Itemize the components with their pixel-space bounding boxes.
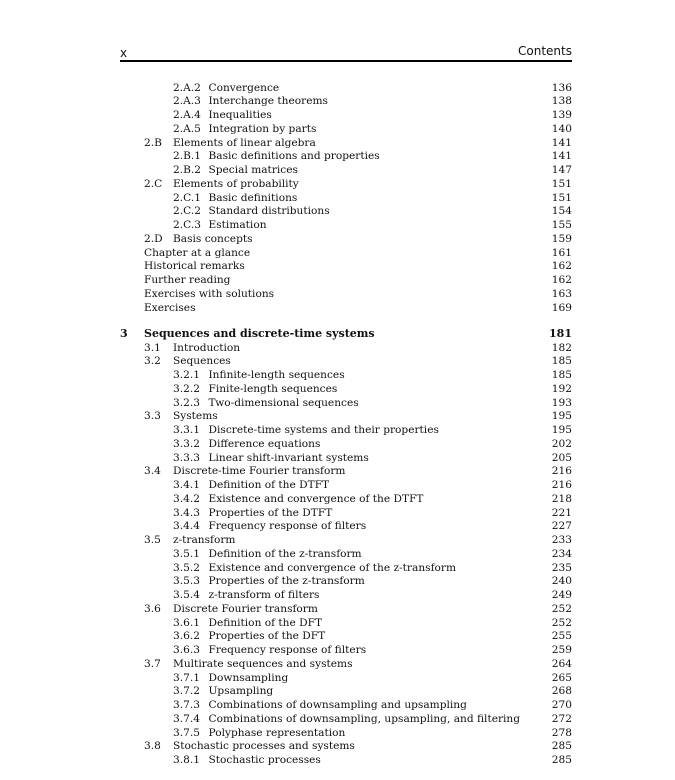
toc-entry-page: 182 <box>551 341 572 354</box>
toc-entry <box>0 712 675 726</box>
toc-entry-page: 285 <box>551 740 572 753</box>
toc-entry <box>0 739 675 753</box>
toc-entry <box>0 506 675 520</box>
toc-entry-number: 3.2.3 <box>173 396 200 409</box>
toc-entry <box>0 396 675 410</box>
toc-entry <box>0 643 675 657</box>
toc-entry-page: 221 <box>551 506 572 519</box>
section-title: Contents <box>518 44 572 58</box>
toc-entry-number: 2.C.3 <box>173 219 201 231</box>
toc-entry-title: Downsampling <box>208 671 289 684</box>
toc-entry <box>0 163 675 177</box>
toc-entry-title: Upsampling <box>208 685 274 698</box>
toc-entry-number: 3.5.4 <box>173 589 200 601</box>
toc-entry-title: Discrete-time systems and their properties <box>208 424 439 436</box>
toc-entry <box>0 726 675 740</box>
toc-entry-page: 185 <box>551 355 572 368</box>
toc-entry-page: 202 <box>551 437 572 450</box>
toc-entry-title: Inequalities <box>208 109 272 121</box>
toc-entry-title: Polyphase representation <box>208 726 346 739</box>
toc-entry-number: 3.2 <box>144 355 161 368</box>
toc-entry <box>0 218 675 232</box>
toc-entry-title: z-transform <box>173 534 236 546</box>
toc-entry-page: 141 <box>551 150 572 163</box>
toc-entry-page: 136 <box>551 81 572 94</box>
toc-entry-title: Exercises with solutions <box>144 287 275 300</box>
toc-entry-title: Special matrices <box>208 164 298 176</box>
toc-entry-title: Existence and convergence of the DTFT <box>208 492 424 505</box>
toc-entry <box>0 259 675 273</box>
toc-entry-page: 155 <box>551 219 572 231</box>
toc-entry <box>0 478 675 492</box>
toc-entry-number: 3.3.2 <box>173 437 200 450</box>
toc-entry <box>0 204 675 218</box>
toc-entry-page: 161 <box>551 246 572 259</box>
toc-entry <box>0 409 675 423</box>
toc-entry-title: Definition of the z-transform <box>208 547 362 560</box>
toc-entry-number: 3.5.1 <box>173 547 200 560</box>
toc-entry <box>0 753 675 767</box>
toc-entry-number: 3.3 <box>144 410 161 423</box>
toc-entry <box>0 698 675 712</box>
toc-entry-number: 3.7.4 <box>173 712 200 725</box>
toc-entry-page: 192 <box>551 382 572 395</box>
toc-entry-number: 3.1 <box>144 341 161 354</box>
toc-entry-title: Estimation <box>208 219 267 231</box>
toc-entry-title: Properties of the DTFT <box>208 506 333 519</box>
toc-entry-number: 3.7.3 <box>173 699 200 711</box>
toc-entry-page: 195 <box>551 410 572 423</box>
toc-entry-title: Two-dimensional sequences <box>208 396 359 409</box>
toc-entry-page: 147 <box>551 164 572 176</box>
toc-entry-number: 3.7.1 <box>173 671 200 684</box>
toc-entry <box>0 616 675 630</box>
toc-entry-page: 159 <box>551 232 572 245</box>
toc-entry-page: 216 <box>551 465 572 478</box>
toc-entry-title: Stochastic processes <box>208 754 321 766</box>
toc-entry-page: 240 <box>551 575 572 588</box>
toc-entry-number: 2.A.3 <box>173 95 201 108</box>
toc-entry-title: Combinations of downsampling and upsampling <box>208 699 467 711</box>
toc-entry-title: Sequences <box>173 355 231 368</box>
toc-entry <box>0 657 675 671</box>
toc-entry <box>0 273 675 287</box>
toc-entry-page: 270 <box>551 699 572 711</box>
toc-entry-title: Properties of the z-transform <box>208 575 365 588</box>
toc-entry-title: Sequences and discrete-time systems <box>144 326 375 340</box>
toc-entry <box>0 533 675 547</box>
toc-entry-number: 2.C <box>144 177 163 190</box>
toc-entry-page: 233 <box>551 534 572 546</box>
toc-entry-title: Elements of linear algebra <box>173 136 316 149</box>
toc-entry <box>0 232 675 246</box>
toc-entry-number: 3.5.3 <box>173 575 200 588</box>
toc-entry-page: 249 <box>551 589 572 601</box>
toc-entry-number: 3.8.1 <box>173 754 200 766</box>
toc-entry-page: 140 <box>551 122 572 135</box>
toc-entry-number: 3.2.1 <box>173 369 200 381</box>
toc-entry-title: Properties of the DFT <box>208 630 326 643</box>
toc-entry-title: Systems <box>173 410 218 423</box>
toc-entry-page: 193 <box>551 396 572 409</box>
toc-entry-number: 2.D <box>144 232 163 245</box>
toc-entry-number: 3.4.1 <box>173 479 200 491</box>
toc-entry-title: Exercises <box>144 301 196 314</box>
toc-entry <box>0 301 675 315</box>
toc-entry-number: 3.7.2 <box>173 685 200 698</box>
toc-entry-title: Definition of the DFT <box>208 616 323 629</box>
toc-entry-number: 3.6 <box>144 602 161 615</box>
toc-entry-page: 265 <box>551 671 572 684</box>
toc-entry-title: Basic definitions and properties <box>208 150 380 163</box>
toc-entry <box>0 423 675 437</box>
toc-entry-number: 3.4.2 <box>173 492 200 505</box>
toc-entry <box>0 492 675 506</box>
toc-entry-page: 268 <box>551 685 572 698</box>
toc-entry-title: Convergence <box>208 81 280 94</box>
toc-entry-number: 3.6.1 <box>173 616 200 629</box>
toc-entry-number: 3.5.2 <box>173 561 200 574</box>
toc-entry-number: 2.C.2 <box>173 205 201 218</box>
toc-entry-title: Linear shift-invariant systems <box>208 451 369 464</box>
toc-entry-page: 138 <box>551 95 572 108</box>
toc-entry <box>0 602 675 616</box>
toc-entry <box>0 684 675 698</box>
toc-entry-title: Existence and convergence of the z-transform <box>208 561 456 574</box>
toc-chapter-entry <box>0 327 675 341</box>
toc-entry-title: z-transform of filters <box>208 589 320 601</box>
toc-entry-page: 235 <box>551 561 572 574</box>
toc-entry <box>0 136 675 150</box>
toc-entry <box>0 451 675 465</box>
toc-entry-title: Infinite-length sequences <box>208 369 345 381</box>
toc-entry-number: 2.A.5 <box>173 122 201 135</box>
toc-entry-number: 3.4.3 <box>173 506 200 519</box>
toc-entry-title: Combinations of downsampling, upsampling, and filtering <box>208 712 521 725</box>
toc-entry-number: 3 <box>120 326 128 340</box>
toc-entry-page: 234 <box>551 547 572 560</box>
toc-entry-number: 3.4.4 <box>173 520 200 533</box>
toc-entry <box>0 108 675 122</box>
toc-entry <box>0 464 675 478</box>
toc-entry-page: 278 <box>551 726 572 739</box>
toc-entry-page: 141 <box>551 136 572 149</box>
toc-entry <box>0 629 675 643</box>
toc-entry-number: 2.C.1 <box>173 191 201 204</box>
toc-entry-number: 2.B.1 <box>173 150 201 163</box>
toc-entry <box>0 368 675 382</box>
toc-entry-title: Definition of the DTFT <box>208 479 330 491</box>
toc-entry-title: Interchange theorems <box>208 95 328 108</box>
toc-entry <box>0 81 675 95</box>
toc-entry <box>0 341 675 355</box>
toc-entry-page: 255 <box>551 630 572 643</box>
toc-entry <box>0 177 675 191</box>
page-number-label: x <box>120 46 128 60</box>
toc-entry <box>0 574 675 588</box>
toc-entry <box>0 94 675 108</box>
toc-entry-page: 154 <box>551 205 572 218</box>
toc-entry-number: 3.3.3 <box>173 451 200 464</box>
toc-entry-number: 3.3.1 <box>173 424 200 436</box>
toc-entry-title: Frequency response of filters <box>208 520 367 533</box>
toc-entry-title: Chapter at a glance <box>144 246 251 259</box>
toc-entry-page: 252 <box>551 602 572 615</box>
toc-entry-number: 3.4 <box>144 465 161 478</box>
toc-entry <box>0 588 675 602</box>
toc-entry <box>0 354 675 368</box>
toc-entry-title: Further reading <box>144 274 231 286</box>
toc-entry-number: 3.7 <box>144 657 161 670</box>
toc-entry-number: 2.B <box>144 136 162 149</box>
toc-entry-title: Difference equations <box>208 437 321 450</box>
toc-entry-page: 205 <box>551 451 572 464</box>
toc-entry-page: 218 <box>551 492 572 505</box>
toc-entry-title: Integration by parts <box>208 122 317 135</box>
toc-entry-number: 2.A.2 <box>173 81 201 94</box>
toc-entry-number: 2.B.2 <box>173 164 201 176</box>
toc-entry-title: Historical remarks <box>144 260 245 273</box>
toc-entry-title: Introduction <box>173 341 241 354</box>
toc-entry <box>0 382 675 396</box>
toc-entry-page: 272 <box>551 712 572 725</box>
toc-entry-page: 259 <box>551 644 572 656</box>
toc-entry <box>0 437 675 451</box>
toc-entry <box>0 671 675 685</box>
toc-entry-title: Standard distributions <box>208 205 330 218</box>
toc-entry-page: 185 <box>551 369 572 381</box>
toc-entry-number: 3.7.5 <box>173 726 200 739</box>
toc-entry-page: 216 <box>551 479 572 491</box>
toc-entry-page: 163 <box>551 287 572 300</box>
toc-entry-title: Multirate sequences and systems <box>173 657 353 670</box>
toc-entry-page: 181 <box>549 326 572 340</box>
toc-entry-page: 162 <box>551 260 572 273</box>
toc-entry-number: 3.6.3 <box>173 644 200 656</box>
toc-entry <box>0 287 675 301</box>
toc-entry-page: 195 <box>551 424 572 436</box>
toc-entry-page: 162 <box>551 274 572 286</box>
toc-entry <box>0 246 675 260</box>
toc-entry-title: Frequency response of filters <box>208 644 367 656</box>
toc-entry-title: Elements of probability <box>173 177 299 190</box>
toc-entry <box>0 122 675 136</box>
toc-entry-number: 2.A.4 <box>173 109 201 121</box>
toc-entry <box>0 519 675 533</box>
toc-entry-title: Basic definitions <box>208 191 298 204</box>
toc-entry-number: 3.6.2 <box>173 630 200 643</box>
toc-entry-page: 151 <box>551 191 572 204</box>
toc-entry-page: 169 <box>551 301 572 314</box>
toc-entry-title: Discrete Fourier transform <box>173 602 318 615</box>
toc-entry-page: 264 <box>551 657 572 670</box>
toc-entry-number: 3.2.2 <box>173 382 200 395</box>
toc-entry <box>0 149 675 163</box>
toc-entry-title: Stochastic processes and systems <box>173 740 355 753</box>
header-rule <box>120 60 572 62</box>
toc-entry-title: Discrete-time Fourier transform <box>173 465 346 478</box>
toc-entry-title: Basis concepts <box>173 232 253 245</box>
toc-entry-page: 139 <box>551 109 572 121</box>
toc-entry-page: 285 <box>551 754 572 766</box>
toc-entry-number: 3.5 <box>144 534 161 546</box>
toc-entry-number: 3.8 <box>144 740 161 753</box>
toc-entry <box>0 547 675 561</box>
toc-entry-page: 252 <box>551 616 572 629</box>
toc-entry-title: Finite-length sequences <box>208 382 338 395</box>
toc-entry-page: 151 <box>551 177 572 190</box>
toc-entry <box>0 561 675 575</box>
toc-entry-page: 227 <box>551 520 572 533</box>
toc-entry <box>0 191 675 205</box>
